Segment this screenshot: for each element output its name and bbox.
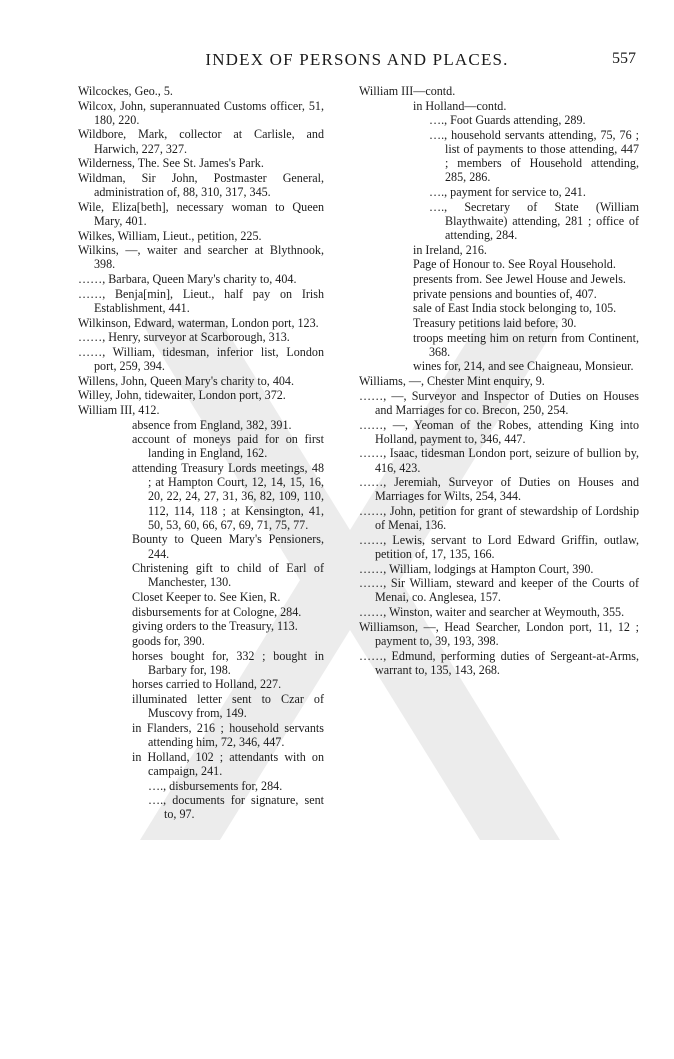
index-subentry: sale of East India stock belonging to, 105. <box>413 301 617 316</box>
index-entry: ……, —, Surveyor and Inspector of Duties on Houses and Marriages for co. Brecon, 250, 254. <box>359 388 639 417</box>
index-entry: ……, William, tidesman, inferior list, London port, 259, 394. <box>78 344 324 373</box>
index-column-right <box>359 84 639 677</box>
index-entry: ……, Isaac, tidesman London port, seizure of bullion by, 416, 423. <box>359 446 639 475</box>
index-subentry: goods for, 390. <box>132 633 205 648</box>
index-entry: ……, William, lodgings at Hampton Court, 390. <box>359 561 594 576</box>
index-entry: ……, Benja[min], Lieut., half pay on Irish Establishment, 441. <box>78 286 324 315</box>
page-number: 557 <box>612 50 636 67</box>
index-subentry: …., payment for service to, 241. <box>429 185 586 200</box>
page-title: INDEX OF PERSONS AND PLACES. <box>205 50 509 69</box>
index-entry: Wilkinson, Edward, waterman, London port, 123. <box>78 315 319 330</box>
index-subentry: Closet Keeper to. See Kien, R. <box>132 589 281 604</box>
index-entry: William III, 412. <box>78 402 160 417</box>
index-entry: ……, Henry, surveyor at Scarborough, 313. <box>78 330 290 345</box>
index-entry: Willey, John, tidewaiter, London port, 372. <box>78 388 286 403</box>
index-entry: Wile, Eliza[beth], necessary woman to Queen Mary, 401. <box>78 199 324 228</box>
index-subentry: in Holland, 102 ; attendants with on campaign, 241. <box>132 749 324 778</box>
index-entry: Wildman, Sir John, Postmaster General, administration of, 88, 310, 317, 345. <box>78 170 324 200</box>
index-subentry: wines for, 214, and see Chaigneau, Monsieur. <box>413 359 634 374</box>
index-subentry: giving orders to the Treasury, 113. <box>132 619 298 634</box>
index-subentry: in Holland—contd. <box>413 98 507 113</box>
index-subentry: Bounty to Queen Mary's Pensioners, 244. <box>132 532 324 561</box>
index-subentry: …., documents for signature, sent to, 97. <box>148 793 324 822</box>
index-subentry: account of moneys paid for on first landing in England, 162. <box>132 432 324 461</box>
index-subentry: troops meeting him on return from Continent, 368. <box>413 330 639 359</box>
index-subentry: attending Treasury Lords meetings, 48 ; at Hampton Court, 12, 14, 15, 16, 20, 22, 24, 27, 31, 36, 82, 109, 110, 112, 114, 118 ; at Kensington, 41, 50, 53, 60, 66, 67, 69, 71, 75, 77. <box>132 461 324 532</box>
index-entry: Wildbore, Mark, collector at Carlisle, and Harwich, 227, 327. <box>78 127 324 156</box>
index-entry: ……, Lewis, servant to Lord Edward Griffin, outlaw, petition of, 17, 135, 166. <box>359 532 639 561</box>
index-entry: ……, John, petition for grant of stewardship of Lordship of Menai, 136. <box>359 504 639 533</box>
index-entry: Wilcox, John, superannuated Customs officer, 51, 180, 220. <box>78 98 324 127</box>
index-subentry: illuminated letter sent to Czar of Muscovy from, 149. <box>132 692 324 721</box>
index-entry: Wilkins, —, waiter and searcher at Blythnook, 398. <box>78 243 324 272</box>
index-subentry: horses carried to Holland, 227. <box>132 677 282 692</box>
index-subentry: private pensions and bounties of, 407. <box>413 286 597 301</box>
index-column-left <box>78 84 324 822</box>
index-subentry: Christening gift to child of Earl of Manchester, 130. <box>132 561 324 590</box>
index-entry: ……, Edmund, performing duties of Sergeant-at-Arms, warrant to, 135, 143, 268. <box>359 648 639 677</box>
index-entry: Williamson, —, Head Searcher, London port, 11, 12 ; payment to, 39, 193, 398. <box>359 619 639 648</box>
index-subentry: presents from. See Jewel House and Jewels. <box>413 272 626 287</box>
index-subentry: horses bought for, 332 ; bought in Barbary for, 198. <box>132 648 324 677</box>
index-entry: Wilcockes, Geo., 5. <box>78 84 173 98</box>
index-entry: Wilderness, The. See St. James's Park. <box>78 156 264 171</box>
index-entry: ……, Jeremiah, Surveyor of Duties on Houses and Marriages for Wilts, 254, 344. <box>359 475 639 504</box>
index-subentry: …., household servants attending, 75, 76 ; list of payments to those attending, 447 ; members of Household attending, 285, 286. <box>429 127 639 185</box>
index-entry: Williams, —, Chester Mint enquiry, 9. <box>359 374 545 389</box>
index-entry: William III—contd. <box>359 84 456 98</box>
index-subentry: disbursements for at Cologne, 284. <box>132 604 302 619</box>
index-entry: ……, Barbara, Queen Mary's charity to, 404. <box>78 272 297 287</box>
index-subentry: Page of Honour to. See Royal Household. <box>413 257 616 272</box>
index-subentry: …., Foot Guards attending, 289. <box>429 113 586 128</box>
index-entry: Wilkes, William, Lieut., petition, 225. <box>78 228 262 243</box>
index-subentry: in Ireland, 216. <box>413 242 487 257</box>
index-subentry: absence from England, 382, 391. <box>132 417 292 432</box>
index-entry: Willens, John, Queen Mary's charity to, 404. <box>78 373 294 388</box>
index-entry: ……, Winston, waiter and searcher at Weymouth, 355. <box>359 605 625 620</box>
index-entry: ……, —, Yeoman of the Robes, attending King into Holland, payment to, 346, 447. <box>359 417 639 446</box>
index-subentry: Treasury petitions laid before, 30. <box>413 316 577 330</box>
index-subentry: in Flanders, 216 ; household servants attending him, 72, 346, 447. <box>132 720 324 750</box>
index-subentry: …., Secretary of State (William Blaythwaite) attending, 281 ; office of attending, 284. <box>429 199 639 243</box>
page-header <box>78 48 636 74</box>
index-subentry: …., disbursements for, 284. <box>148 778 283 793</box>
index-entry: ……, Sir William, steward and keeper of the Courts of Menai, co. Anglesea, 157. <box>359 576 639 605</box>
